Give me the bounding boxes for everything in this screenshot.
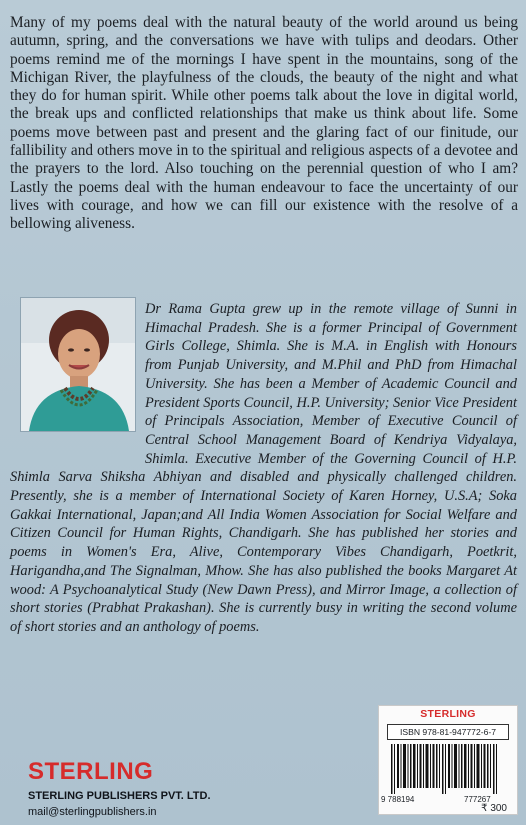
author-bio-text: Dr Rama Gupta grew up in the remote village of Sunni in Himachal Pradesh. She is a former Principal of Government Girls College, Shimla. She is M.A. in English with Honours from Punjab University, and M.Phil and PhD from Himachal University. She has been a Member of Academic Council and President Sports Council, H.P. University; Senior Vice President of Principals Association, Member of Executive Council of Central School Management Board of Kendriya Vidyalaya, Shimla. Executive Member of the Governing Council of H.P. Shimla Sarva Shiksha Abhiyan and disabled and physically challenged children. Presently, she is a member of International Society of Karen Horney, U.S.A; Soka Gakkai International, Japan;and All India Women Association for Social Welfare and Citizen Council for Human Rights, Chandigarh. She has published her stories and poems in Women's Era, Alive, Contemporary Vibes Chandigarh, Poetkrit, Harigandha,and The Signalman, Mhow. She has also published the books Margaret At wood: A Psychoanalytical Study (New Dawn Press), and Mirror Image, a collection of short stories (Prabhat Prakashan). She is currently busy in writing the second volume of short stories and an anthology of poems.: [10, 301, 517, 635]
publisher-block: [28, 760, 268, 818]
barcode-digits-right: 777267: [464, 795, 491, 804]
publisher-email-link[interactable]: mail@sterlingpublishers.in: [28, 806, 157, 818]
barcode-publisher-logo: STERLING: [420, 708, 476, 720]
isbn-label: ISBN 978-81-947772-6-7: [387, 724, 509, 740]
barcode-icon: [391, 744, 505, 794]
publisher-name: STERLING PUBLISHERS PVT. LTD.: [28, 790, 211, 802]
author-bio: [10, 300, 517, 637]
publisher-logo: STERLING: [28, 758, 154, 785]
barcode-panel: [378, 705, 518, 815]
price-label: ₹ 300: [481, 803, 507, 814]
photo-spacer: [10, 300, 145, 452]
barcode-digits-left: 9 788194: [381, 795, 415, 804]
back-cover-blurb: Many of my poems deal with the natural beauty of the world around us being autumn, spring, and the conversations we have with tulips and deodars. Other poems remind me of the mornings I have spent in the mountains, song of the Michigan River, the playfulness of the clouds, the beauty of the night and what they do for human spirit. While other poems talk about the love in digital world, the break ups and conflicted relationships that make us think about life. Some poems move between past and present and the glaring fact of our finitude, our fallibility and others move in to the spiritual and religious aspects of a devotee and the prayers to the lord. Also touching on the perennial question of who I am? Lastly the poems deal with the human endeavour to face the uncertainty of our lives with courage, and how we can fill our existence with the resolve of a bellowing aliveness.: [10, 14, 518, 233]
